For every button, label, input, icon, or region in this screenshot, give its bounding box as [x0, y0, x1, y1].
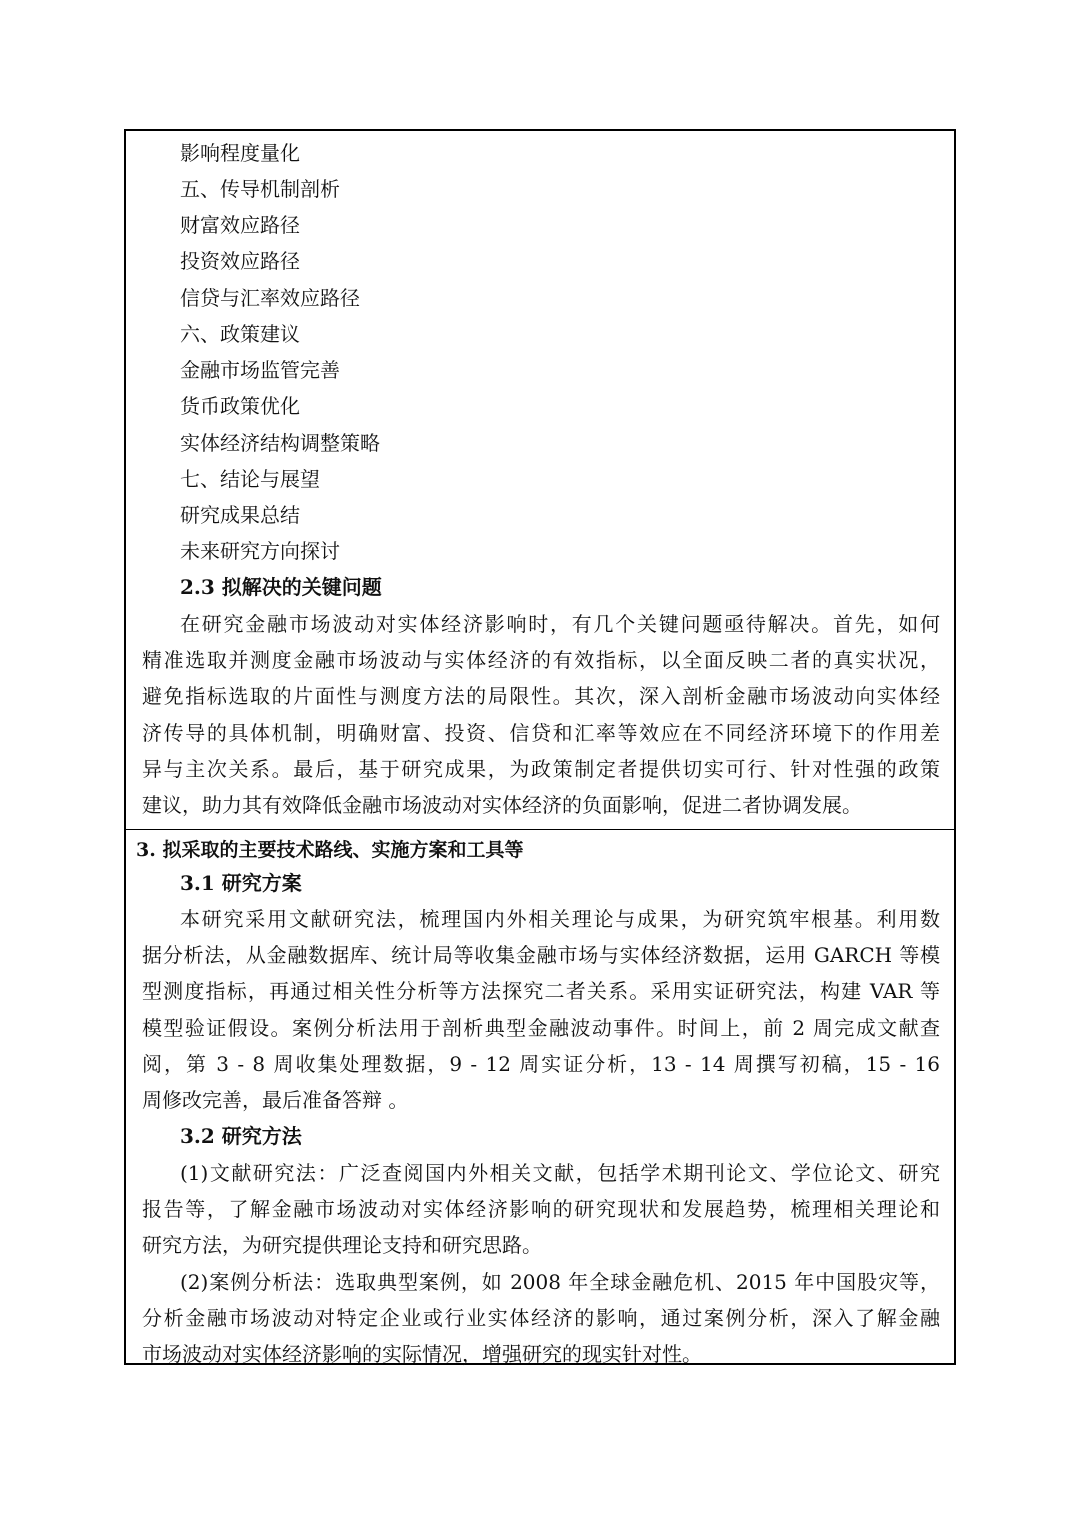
key-issues-line: 精准选取并测度金融市场波动与实体经济的有效指标，以全面反映二者的真实状况，	[142, 648, 940, 672]
outline-item: 研究成果总结	[180, 503, 300, 527]
key-issues-line: 避免指标选取的片面性与测度方法的局限性。其次，深入剖析金融市场波动向实体经	[142, 684, 940, 708]
outline-item: 货币政策优化	[180, 394, 300, 418]
method2-line: (2)案例分析法：选取典型案例，如 2008 年全球金融危机、2015 年中国股灾等，	[180, 1270, 940, 1294]
outline-item: 七、结论与展望	[180, 467, 320, 491]
key-issues-line: 济传导的具体机制，明确财富、投资、信贷和汇率等效应在不同经济环境下的作用差	[142, 721, 940, 745]
section-title: 3. 拟采取的主要技术路线、实施方案和工具等	[136, 839, 524, 861]
proposal-table	[124, 129, 956, 1365]
method1-line: (1)文献研究法：广泛查阅国内外相关文献，包括学术期刊论文、学位论文、研究	[180, 1161, 940, 1185]
outline-item: 金融市场监管完善	[180, 358, 340, 382]
plan-line: 周修改完善，最后准备答辩 。	[142, 1088, 409, 1112]
method2-line: 分析金融市场波动对特定企业或行业实体经济的影响，通过案例分析，深入了解金融	[142, 1306, 940, 1330]
research-content-cell	[126, 131, 954, 830]
method1-line: 研究方法，为研究提供理论支持和研究思路。	[142, 1233, 542, 1257]
plan-line: 阅，第 3 - 8 周收集处理数据，9 - 12 周实证分析，13 - 14 周撰写初稿，15 - 16	[142, 1052, 940, 1076]
method2-line: 市场波动对实体经济影响的实际情况，增强研究的现实针对性。	[142, 1342, 702, 1366]
plan-line: 模型验证假设。案例分析法用于剖析典型金融波动事件。时间上，前 2 周完成文献查	[142, 1016, 940, 1040]
method1-line: 报告等，了解金融市场波动对实体经济影响的研究现状和发展趋势，梳理相关理论和	[142, 1197, 940, 1221]
outline-item: 影响程度量化	[180, 141, 300, 165]
key-issues-line: 建议，助力其有效降低金融市场波动对实体经济的负面影响，促进二者协调发展。	[142, 793, 862, 817]
outline-item: 六、政策建议	[180, 322, 300, 346]
outline-item: 实体经济结构调整策略	[180, 431, 380, 455]
key-issues-line: 在研究金融市场波动对实体经济影响时，有几个关键问题亟待解决。首先，如何	[180, 612, 940, 636]
outline-item: 财富效应路径	[180, 213, 300, 237]
key-issues-heading: 2.3 拟解决的关键问题	[180, 575, 382, 599]
outline-item: 投资效应路径	[180, 249, 300, 273]
outline-item: 五、传导机制剖析	[180, 177, 340, 201]
outline-item: 未来研究方向探讨	[180, 539, 340, 563]
method-heading: 3.2 研究方法	[180, 1124, 302, 1148]
plan-line: 据分析法，从金融数据库、统计局等收集金融市场与实体经济数据，运用 GARCH 等模	[142, 943, 940, 967]
key-issues-line: 异与主次关系。最后，基于研究成果，为政策制定者提供切实可行、针对性强的政策	[142, 757, 940, 781]
plan-heading: 3.1 研究方案	[180, 871, 302, 895]
technical-route-cell	[126, 830, 954, 1366]
outline-item: 信贷与汇率效应路径	[180, 286, 360, 310]
plan-line: 本研究采用文献研究法，梳理国内外相关理论与成果，为研究筑牢根基。利用数	[180, 907, 940, 931]
plan-line: 型测度指标，再通过相关性分析等方法探究二者关系。采用实证研究法，构建 VAR 等	[142, 979, 940, 1003]
